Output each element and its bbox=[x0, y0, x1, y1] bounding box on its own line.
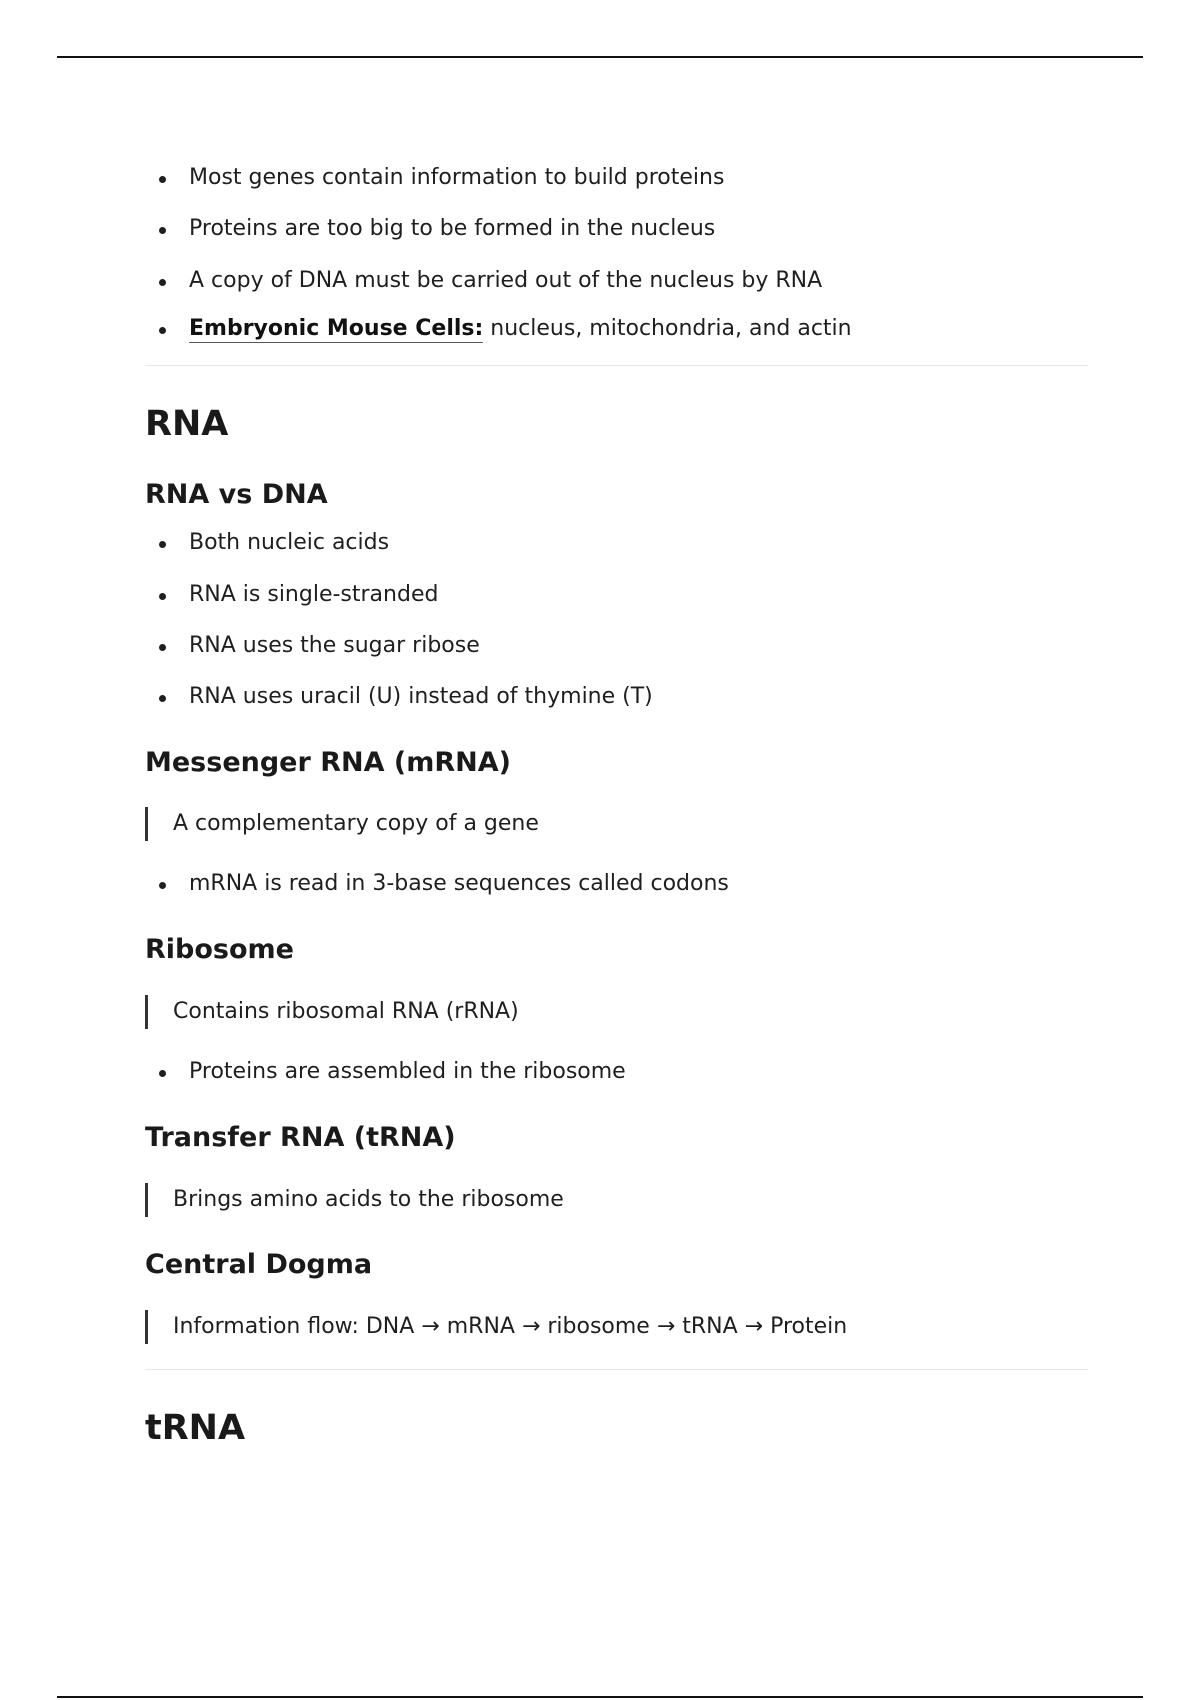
section-divider bbox=[145, 1369, 1088, 1370]
list-item-text: Proteins are too big to be formed in the nucleus bbox=[189, 216, 716, 241]
list-item bbox=[145, 1057, 626, 1087]
list-item-text: mRNA is read in 3-base sequences called codons bbox=[189, 871, 729, 896]
list-item-text: RNA uses uracil (U) instead of thymine (T) bbox=[189, 684, 653, 709]
list-item bbox=[145, 163, 724, 193]
list-item bbox=[145, 682, 653, 712]
embryonic-text: nucleus, mitochondria, and actin bbox=[483, 316, 852, 341]
embryonic-term: Embryonic Mouse Cells: bbox=[189, 316, 484, 341]
list-item-text: Most genes contain information to build proteins bbox=[189, 165, 725, 190]
heading-rna-vs-dna: RNA vs DNA bbox=[145, 479, 328, 510]
list-item-embryonic bbox=[145, 314, 852, 344]
list-item bbox=[145, 214, 715, 244]
ribosome-blockquote: Contains ribosomal RNA (rRNA) bbox=[145, 997, 519, 1027]
heading-ribosome: Ribosome bbox=[145, 934, 294, 965]
list-item bbox=[145, 631, 480, 661]
list-item-text: Both nucleic acids bbox=[189, 530, 390, 555]
heading-trna: tRNA bbox=[145, 1408, 246, 1448]
mrna-blockquote: A complementary copy of a gene bbox=[145, 809, 539, 839]
heading-central-dogma: Central Dogma bbox=[145, 1249, 373, 1280]
page-top-rule bbox=[57, 56, 1143, 58]
list-item bbox=[145, 528, 389, 558]
page-bottom-rule bbox=[57, 1696, 1143, 1698]
central-dogma-blockquote: Information flow: DNA → mRNA → ribosome → tRNA → Protein bbox=[145, 1312, 847, 1342]
section-divider bbox=[145, 365, 1088, 366]
list-item bbox=[145, 869, 729, 899]
trna-blockquote: Brings amino acids to the ribosome bbox=[145, 1185, 564, 1215]
heading-trna-transfer: Transfer RNA (tRNA) bbox=[145, 1122, 456, 1153]
list-item bbox=[145, 266, 822, 296]
heading-rna: RNA bbox=[145, 404, 229, 444]
list-item-text: Proteins are assembled in the ribosome bbox=[189, 1059, 626, 1084]
heading-mrna: Messenger RNA (mRNA) bbox=[145, 747, 511, 778]
list-item-text: RNA uses the sugar ribose bbox=[189, 633, 480, 658]
list-item-text: RNA is single-stranded bbox=[189, 582, 439, 607]
list-item bbox=[145, 580, 438, 610]
list-item-text: A copy of DNA must be carried out of the nucleus by RNA bbox=[189, 268, 823, 293]
